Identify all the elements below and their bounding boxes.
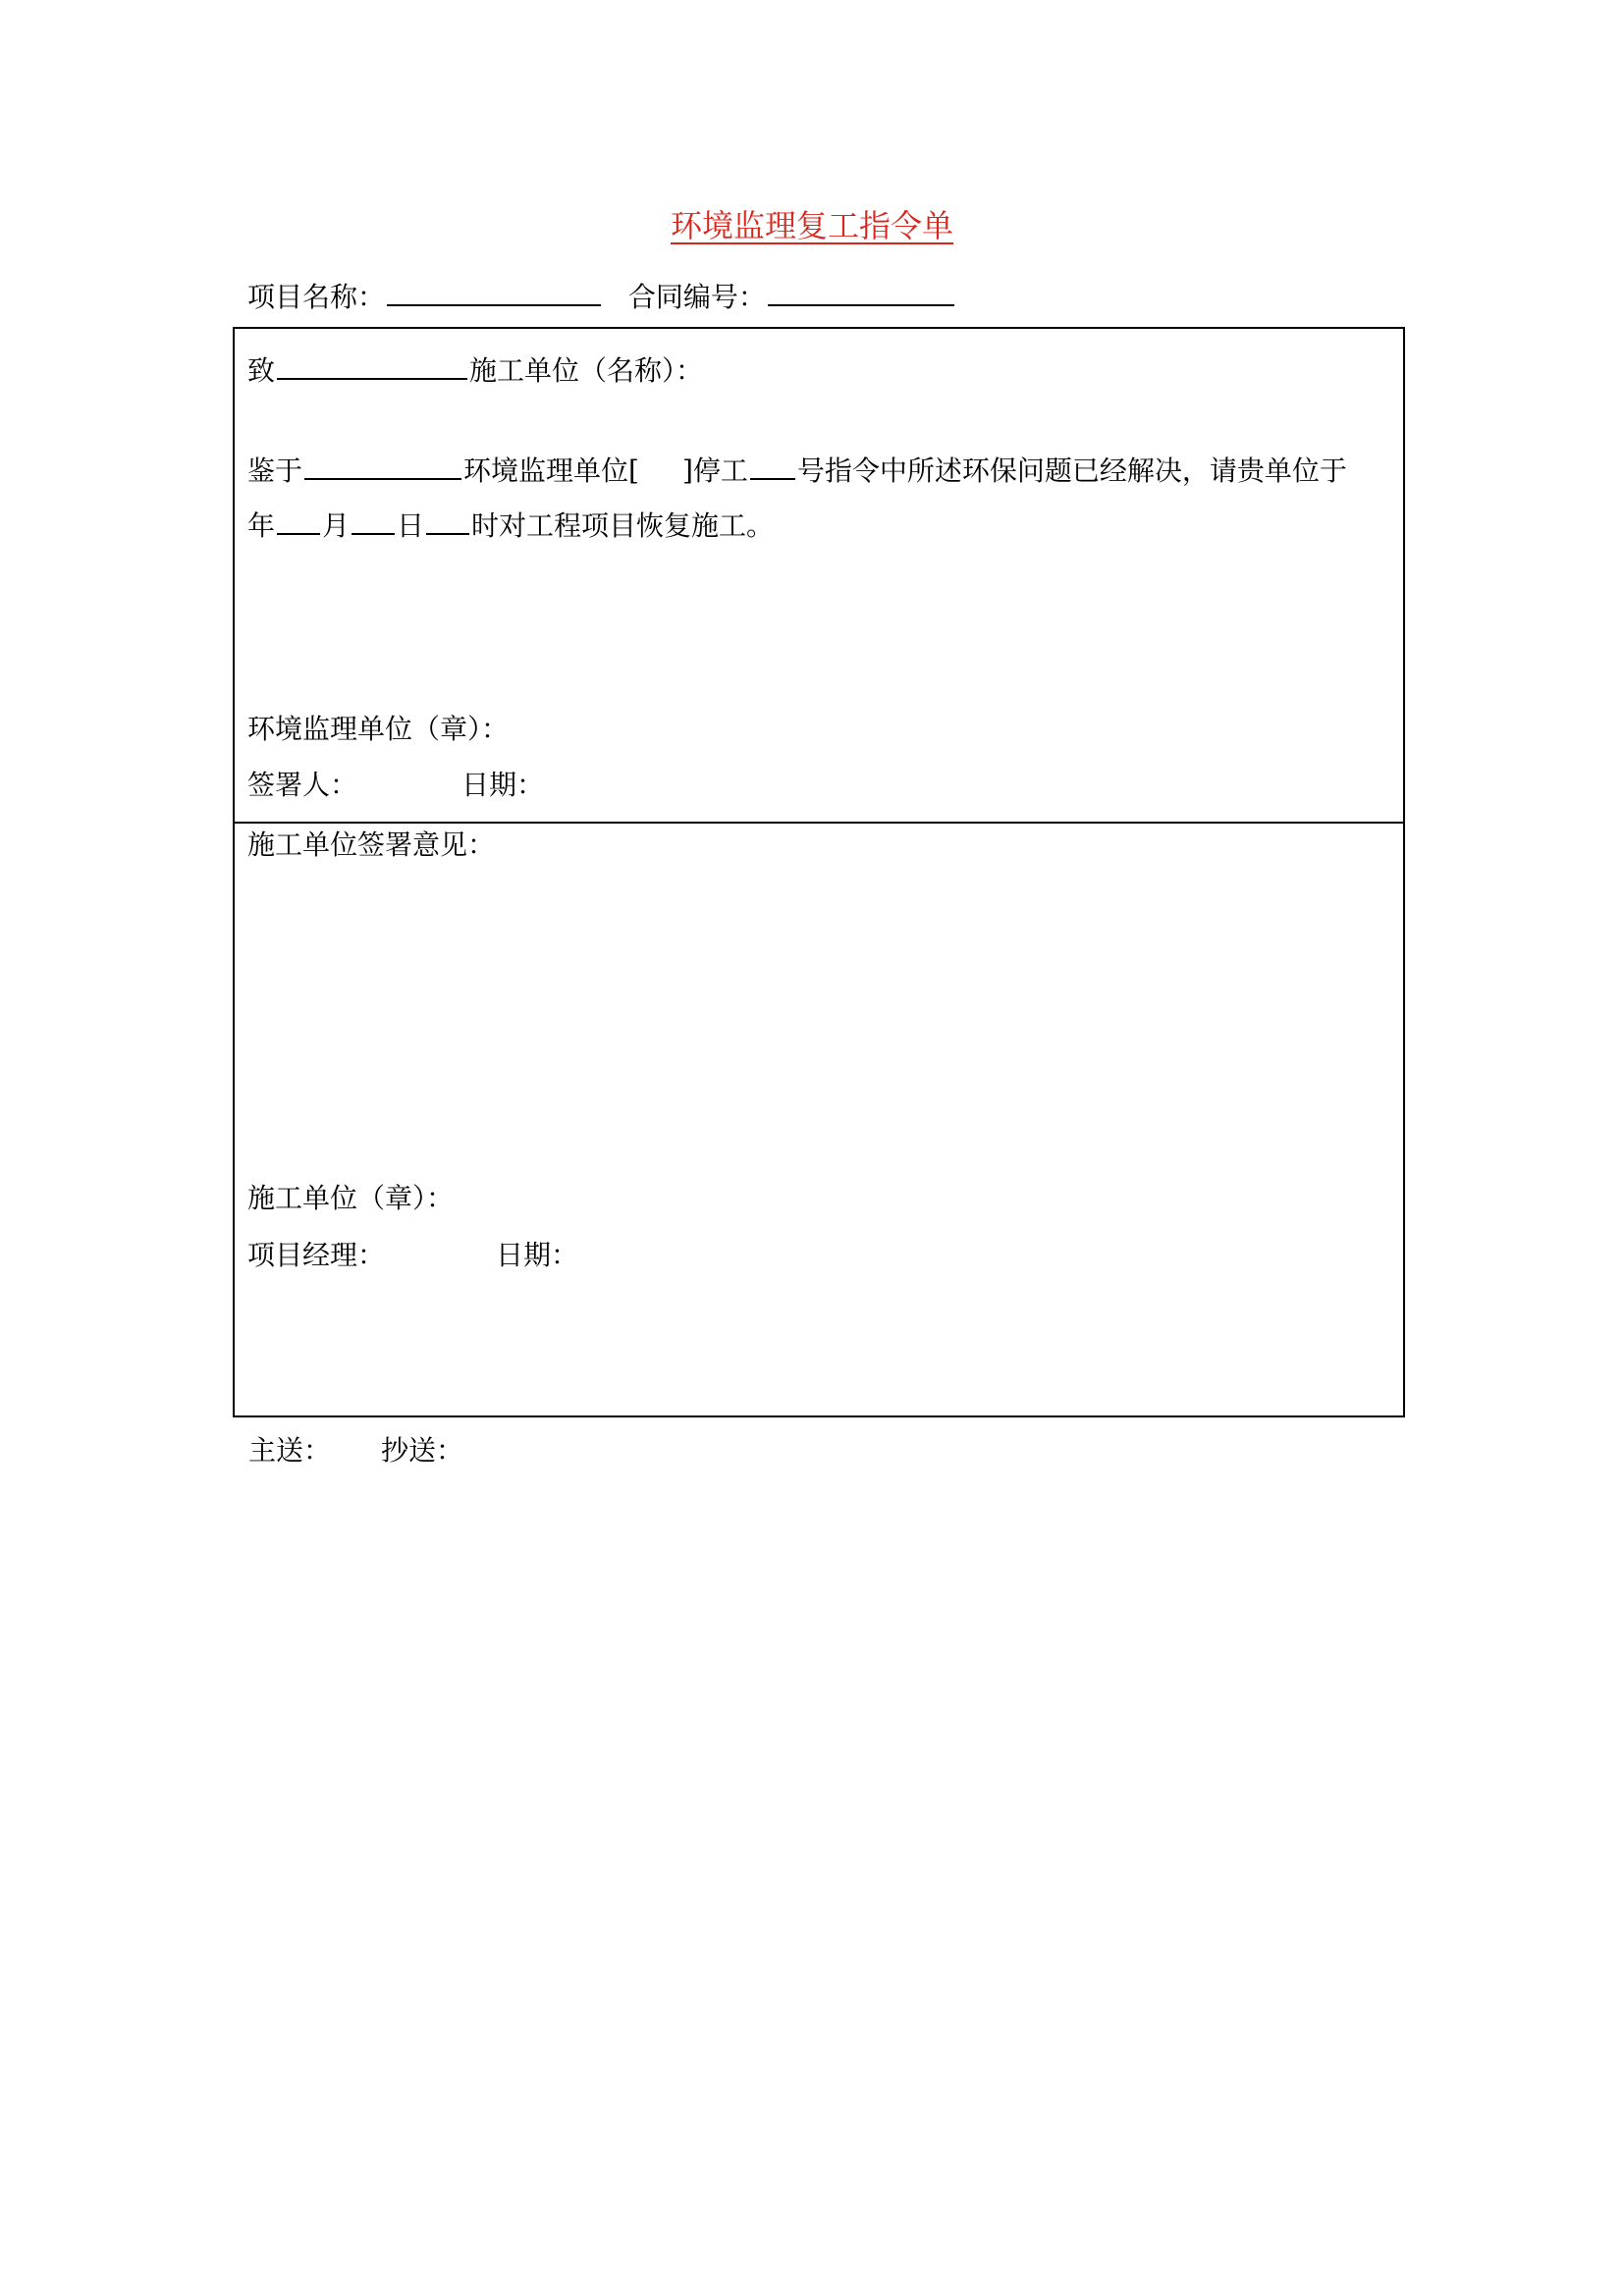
contract-no-label: 合同编号： [627,281,766,313]
main-send-label: 主送： [248,1434,332,1467]
contractor-date-label: 日期： [496,1239,579,1271]
title-text: 环境监理复工指令单 [670,207,953,244]
line1-mid2: ]停工 [681,454,748,487]
project-name-field[interactable] [387,277,601,306]
notice-line-1 [247,451,1347,489]
day-label: 日 [397,509,425,542]
copy-send-label: 抄送： [381,1434,464,1467]
to-suffix: 施工单位（名称）： [469,354,704,387]
project-name-label: 项目名称： [247,281,386,313]
line1-prefix: 鉴于 [247,454,303,487]
contract-no-field[interactable] [768,277,954,306]
contractor-seal-label: 施工单位（章）： [247,1182,455,1214]
line1-suffix: 号指令中所述环保问题已经解决，请贵单位于 [796,454,1347,487]
contractor-name-field[interactable] [277,350,467,380]
notice-section [233,327,1405,824]
notice-date-label: 日期： [461,769,545,801]
line2-suffix: 时对工程项目恢复施工。 [471,509,775,542]
opinion-label: 施工单位签署意见： [247,828,496,861]
to-prefix: 致 [247,354,276,387]
header-line [247,277,956,315]
notice-line-2 [247,506,774,544]
order-number-field[interactable] [750,451,795,480]
manager-label: 项目经理： [247,1239,386,1271]
year-label: 年 [247,509,276,542]
hour-field[interactable] [426,506,469,535]
supervisor-seal-label: 环境监理单位（章）： [247,713,510,745]
page-title [0,206,1624,245]
day-field[interactable] [352,506,395,535]
month-field[interactable] [277,506,320,535]
signer-label: 签署人： [247,769,358,801]
addressee-line [247,350,703,389]
contractor-section [233,822,1405,1417]
line1-mid1: 环境监理单位[ [463,454,639,487]
month-label: 月 [322,509,351,542]
supervisor-name-field[interactable] [304,451,461,480]
